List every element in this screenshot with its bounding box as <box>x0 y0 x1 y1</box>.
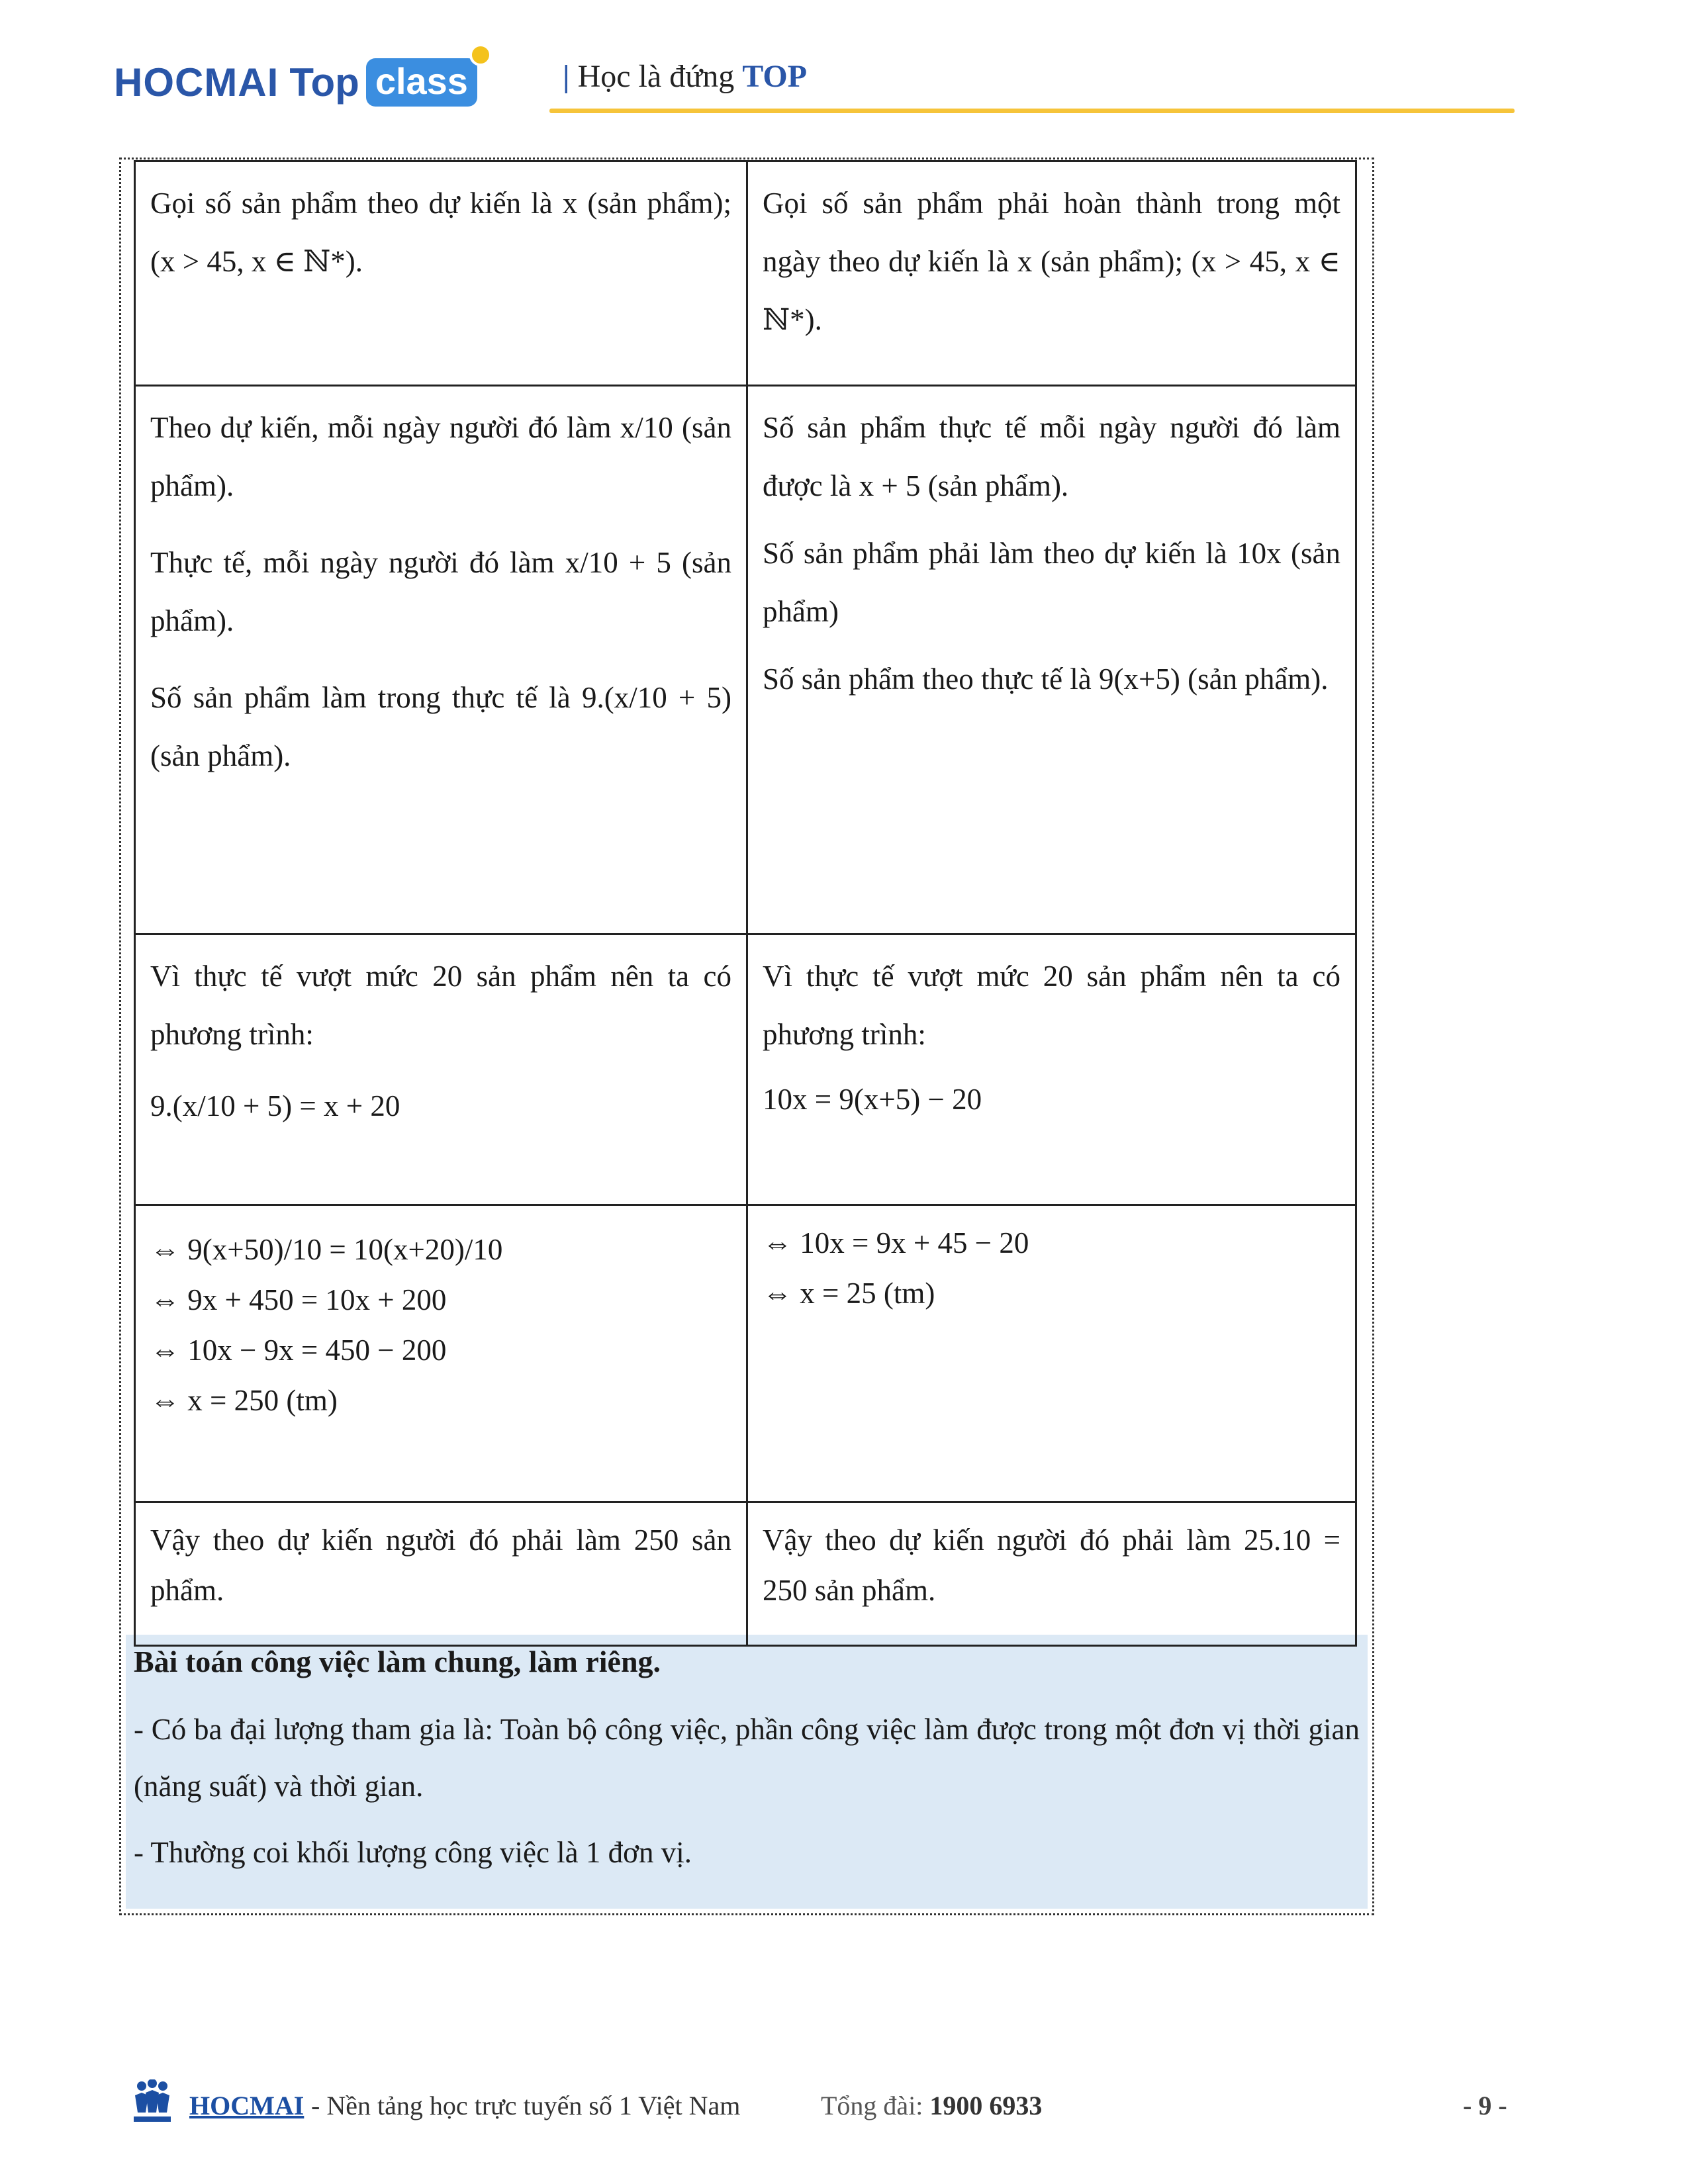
logo-class-text: class <box>375 60 468 102</box>
cell-text: Vì thực tế vượt mức 20 sản phẩm nên ta có phương trình: <box>762 960 1340 1051</box>
section-bullet-2: - Thường coi khối lượng công việc là 1 đơn vị. <box>134 1836 692 1869</box>
cell-text: Số sản phẩm làm trong thực tế là 9.(x/10 + 5) (sản phẩm). <box>150 681 731 772</box>
hotline-label: Tổng đài: <box>821 2091 923 2120</box>
footer-hotline <box>821 2090 1042 2121</box>
hocmai-people-icon <box>131 2079 173 2126</box>
cell-text: Thực tế, mỗi ngày người đó làm x/10 + 5 (sản phẩm). <box>150 546 731 637</box>
table-cell <box>136 1206 748 1501</box>
page-header <box>0 0 1688 132</box>
table-cell <box>748 387 1355 933</box>
equation: ⇔ 10x − 9x = 450 − 200 <box>150 1334 447 1367</box>
cell-text: Số sản phẩm theo thực tế là 9(x+5) (sản phẩm). <box>762 662 1329 696</box>
equation: ⇔ 10x = 9x + 45 − 20 <box>762 1226 1029 1259</box>
cell-text: Gọi số sản phẩm theo dự kiến là x (sản phẩm); (x > 45, x ∈ ℕ*). <box>150 187 731 278</box>
table-cell <box>748 1206 1355 1501</box>
equation: 10x = 9(x+5) − 20 <box>762 1083 982 1116</box>
tagline-text: Học là đứng <box>577 59 735 94</box>
work-problem-section <box>126 1635 1368 1909</box>
cell-text: Số sản phẩm phải làm theo dự kiến là 10x (sản phẩm) <box>762 537 1340 628</box>
page-footer <box>0 2071 1688 2151</box>
section-title: Bài toán công việc làm chung, làm riêng. <box>134 1645 661 1678</box>
tagline-accent: TOP <box>742 59 808 94</box>
table-row <box>134 935 1357 1206</box>
equation: ⇔ x = 25 (tm) <box>762 1277 935 1310</box>
equation: ⇔ 9(x+50)/10 = 10(x+20)/10 <box>150 1233 503 1266</box>
equation: ⇔ 9x + 450 = 10x + 200 <box>150 1283 447 1316</box>
table-cell <box>748 1503 1355 1645</box>
table-row <box>134 1206 1357 1503</box>
cell-text: Vì thực tế vượt mức 20 sản phẩm nên ta có phương trình: <box>150 960 731 1051</box>
footer-brand-link[interactable]: HOCMAI <box>189 2091 305 2120</box>
cell-text: Theo dự kiến, mỗi ngày người đó làm x/10 (sản phẩm). <box>150 411 731 502</box>
table-cell <box>748 935 1355 1204</box>
tagline-separator-icon: | <box>563 59 570 94</box>
sun-icon <box>469 44 492 66</box>
cell-text: Số sản phẩm thực tế mỗi ngày người đó làm được là x + 5 (sản phẩm). <box>762 411 1340 502</box>
header-divider <box>549 109 1515 113</box>
table-cell <box>136 387 748 933</box>
header-tagline <box>563 58 807 95</box>
equation: 9.(x/10 + 5) = x + 20 <box>150 1089 400 1122</box>
solution-comparison-table <box>134 160 1357 1647</box>
logo-class-badge <box>366 58 477 107</box>
equation: ⇔ x = 250 (tm) <box>150 1384 338 1417</box>
table-cell <box>136 162 748 385</box>
page-number: - 9 - <box>1463 2091 1507 2120</box>
hotline-number: 1900 6933 <box>929 2091 1043 2120</box>
cell-text: Vậy theo dự kiến người đó phải làm 25.10 = 250 sản phẩm. <box>762 1524 1340 1607</box>
table-cell <box>136 935 748 1204</box>
logo-hocmai-text: HOCMAI <box>114 60 279 105</box>
table-row <box>134 160 1357 387</box>
logo-top-text: Top <box>289 60 359 105</box>
cell-text: Gọi số sản phẩm phải hoàn thành trong một ngày theo dự kiến là x (sản phẩm); (x > 45, x ∈ ℕ*). <box>762 187 1340 336</box>
section-bullet-1: - Có ba đại lượng tham gia là: Toàn bộ công việc, phần công việc làm được trong một đơn vị thời gian (năng suất) và thời gian. <box>134 1713 1360 1803</box>
hocmai-topclass-logo <box>114 56 477 109</box>
footer-slogan: - Nền tảng học trực tuyến số 1 Việt Nam <box>311 2091 741 2120</box>
cell-text: Vậy theo dự kiến người đó phải làm 250 sản phẩm. <box>150 1524 731 1607</box>
table-row <box>134 387 1357 935</box>
table-row <box>134 1503 1357 1647</box>
table-cell <box>136 1503 748 1645</box>
table-cell <box>748 162 1355 385</box>
